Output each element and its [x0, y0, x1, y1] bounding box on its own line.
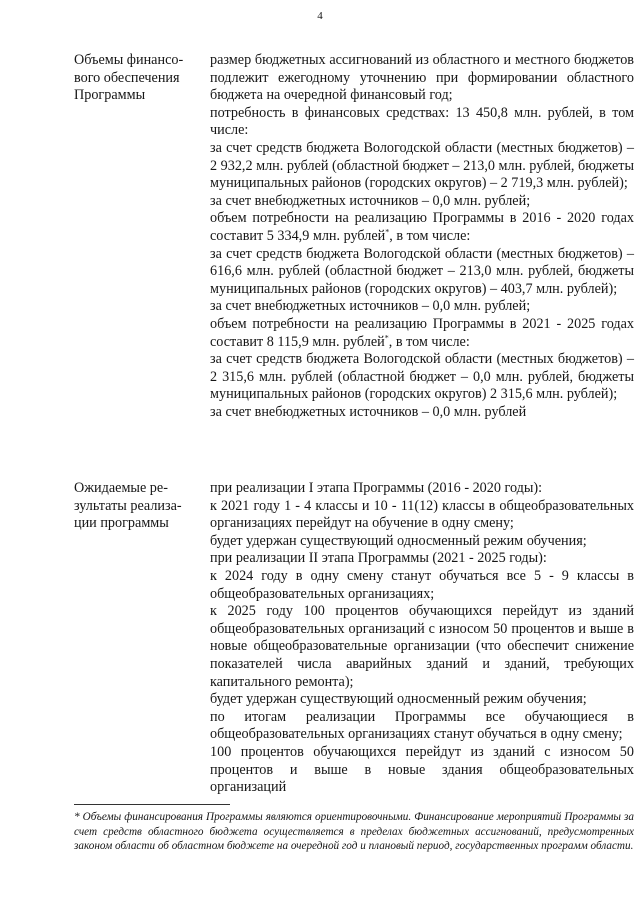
- paragraph: к 2021 году 1 - 4 классы и 10 - 11(12) классы в общеобразовательных организациях перейдут на обучение в одну смену;: [210, 497, 634, 532]
- paragraph: за счет средств бюджета Вологодской области (местных бюджетов) – 2 315,6 млн. рублей (областной бюджет – 0,0 млн. рублей, бюджеты муниципальных районов (городских округов) 2 315,6 млн. рублей);: [210, 351, 634, 403]
- paragraph: за счет средств бюджета Вологодской области (местных бюджетов) – 616,6 млн. рублей (областной бюджет – 213,0 млн. рублей, бюджеты муниципальных районов (городских округов) – 403,7 млн. рублей);: [210, 245, 634, 297]
- section-label: Объемы финансо-вого обеспечения Программы: [74, 52, 184, 104]
- section-content: [210, 480, 634, 797]
- paragraph: потребность в финансовых средствах: 13 450,8 млн. рублей, в том числе:: [210, 104, 634, 139]
- section-content: [210, 52, 634, 421]
- page-number: 4: [317, 10, 323, 22]
- paragraph: размер бюджетных ассигнований из областного и местного бюджетов подлежит ежегодному уточнению при формировании областного бюджета на очередной финансовый год;: [210, 52, 634, 104]
- paragraph: к 2024 году в одну смену станут обучаться все 5 - 9 классы в общеобразовательных организациях;: [210, 567, 634, 602]
- footnote: * Объемы финансирования Программы являются ориентировочными. Финансирование мероприятий Программы за счет средств областного бюджета осуществляется в пределах бюджетных ассигнований, предусмотренных законом области об областном бюджете на очередной год и плановый период, государственных программ области.: [74, 811, 634, 853]
- paragraph: объем потребности на реализацию Программы в 2021 - 2025 годах составит 8 115,9 млн. рублей*, в том числе:: [210, 315, 634, 350]
- paragraph: при реализации II этапа Программы (2021 - 2025 годы):: [210, 550, 547, 567]
- paragraph: за счет внебюджетных источников – 0,0 млн. рублей: [210, 403, 527, 420]
- paragraph: при реализации I этапа Программы (2016 - 2020 годы):: [210, 480, 543, 496]
- paragraph: за счет внебюджетных источников – 0,0 млн. рублей;: [210, 298, 531, 315]
- paragraph: объем потребности на реализацию Программы в 2016 - 2020 годах составит 5 334,9 млн. рублей*, в том числе:: [210, 210, 634, 244]
- paragraph: 100 процентов обучающихся перейдут из зданий с износом 50 процентов и выше в новые здания общеобразовательных организаций: [210, 743, 634, 796]
- footnote-divider: [74, 804, 230, 805]
- section-label: Ожидаемые ре-зультаты реализа-ции программы: [74, 480, 182, 532]
- paragraph: к 2025 году 100 процентов обучающихся перейдут из зданий общеобразовательных организаций с износом 50 процентов и выше в новые общеобразовательные организации (что обеспечит снижение показателей числа аварийных зданий и зданий, требующих капитального ремонта);: [210, 603, 634, 690]
- paragraph: будет удержан существующий односменный режим обучения;: [210, 532, 587, 549]
- paragraph: за счет внебюджетных источников – 0,0 млн. рублей;: [210, 192, 531, 209]
- paragraph: за счет средств бюджета Вологодской области (местных бюджетов) – 2 932,2 млн. рублей (областной бюджет – 213,0 млн. рублей, бюджеты муниципальных районов (городских округов) – 2 719,3 млн. рублей);: [210, 139, 634, 192]
- paragraph: будет удержан существующий односменный режим обучения;: [210, 691, 587, 708]
- paragraph: по итогам реализации Программы все обучающиеся в общеобразовательных организациях станут обучаться в одну смену;: [210, 708, 634, 743]
